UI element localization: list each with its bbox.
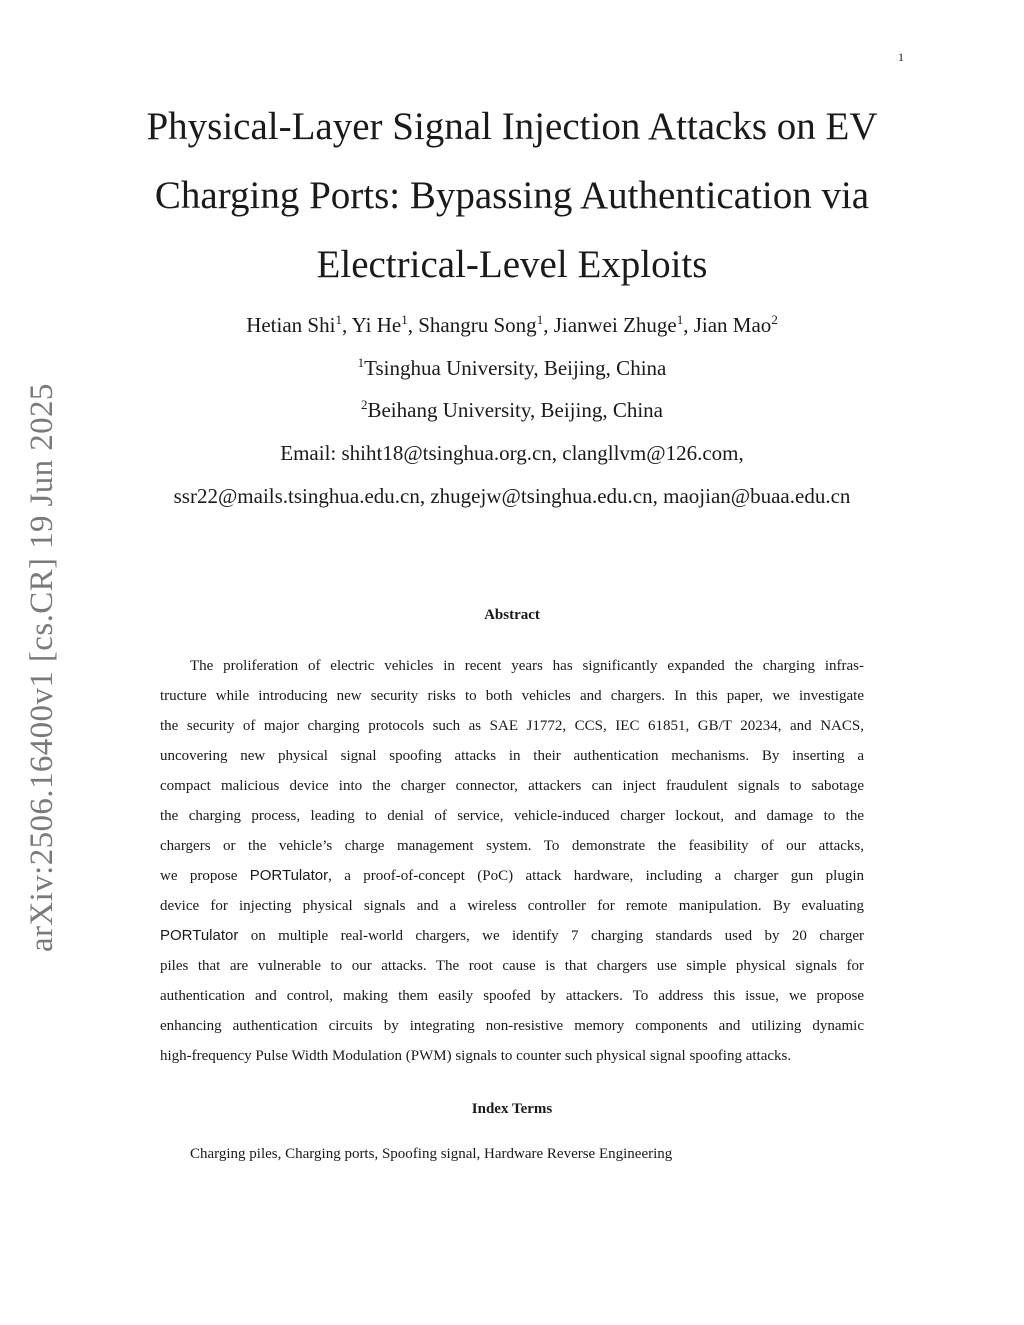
author-list [100, 312, 924, 338]
abstract-heading: Abstract [484, 607, 540, 623]
author-affiliation-mark: 1 [401, 312, 408, 327]
abstract-line: the security of major charging protocols such as SAE J1772, CCS, IEC 61851, GB/T 20234, and NACS, [160, 718, 864, 734]
abstract-line: chargers or the vehicle’s charge management system. To demonstrate the feasibility of our attacks, [160, 838, 864, 854]
arxiv-identifier: arXiv:2506.16400v1 [cs.CR] 19 Jun 2025 [24, 383, 60, 952]
email-line-2: ssr22@mails.tsinghua.edu.cn, zhugejw@tsinghua.edu.cn, maojian@buaa.edu.cn [173, 484, 851, 508]
author-affiliation-mark: 2 [771, 312, 778, 327]
author-name: Yi He [351, 313, 402, 337]
paper-title [100, 92, 924, 299]
abstract-line: device for injecting physical signals and a wireless controller for remote manipulation. By evaluating [160, 898, 864, 914]
abstract-line: The proliferation of electric vehicles in recent years has significantly expanded the charging infras- [190, 658, 864, 674]
abstract-body [160, 651, 864, 1071]
author-separator: , [341, 313, 352, 337]
author-name: Shangru Song [418, 313, 537, 337]
author-affiliation-mark: 1 [676, 312, 684, 327]
author-name: Jianwei Zhuge [553, 313, 677, 337]
author-separator: , [407, 313, 419, 337]
abstract-line: tructure while introducing new security risks to both vehicles and chargers. In this paper, we investigate [160, 688, 864, 704]
index-terms-heading: Index Terms [471, 1101, 553, 1117]
author-name: Hetian Shi [246, 313, 336, 337]
affiliation-number: 2 [360, 397, 368, 412]
affiliation-text: Tsinghua University, Beijing, China [364, 356, 667, 380]
affiliation-1 [100, 355, 924, 381]
affiliation-2 [100, 397, 924, 423]
system-name: PORTulator [249, 867, 329, 884]
abstract-line: enhancing authentication circuits by integrating non-resistive memory components and utilizing dynamic [160, 1018, 864, 1034]
author-separator: , [683, 313, 694, 337]
system-name: PORTulator [160, 927, 239, 944]
author-name: Jian Mao [693, 313, 772, 337]
abstract-line: compact malicious device into the charger connector, attackers can inject fraudulent signals to sabotage [160, 778, 864, 794]
page-number: 1 [898, 50, 904, 64]
title-line: Physical-Layer Signal Injection Attacks on EV [146, 105, 878, 148]
title-line: Charging Ports: Bypassing Authentication via [154, 174, 870, 217]
abstract-line: we propose PORTulator, a proof-of-concept (PoC) attack hardware, including a charger gun plugin [160, 867, 865, 884]
author-affiliation-mark: 1 [335, 312, 342, 327]
email-line-1: Email: shiht18@tsinghua.org.cn, clangllvm@126.com, [280, 441, 744, 465]
author-separator: , [543, 313, 554, 337]
abstract-line: PORTulator on multiple real-world chargers, we identify 7 charging standards used by 20 charger [160, 927, 864, 944]
author-affiliation-mark: 1 [536, 312, 544, 327]
affiliation-text: Beihang University, Beijing, China [367, 398, 664, 422]
abstract-line: uncovering new physical signal spoofing attacks in their authentication mechanisms. By inserting a [160, 748, 864, 764]
affiliation-number: 1 [357, 355, 365, 370]
title-line: Electrical-Level Exploits [316, 243, 708, 286]
abstract-line: high-frequency Pulse Width Modulation (PWM) signals to counter such physical signal spoofing attacks. [160, 1048, 792, 1064]
abstract-line: piles that are vulnerable to our attacks. The root cause is that chargers use simple physical signals for [160, 958, 864, 974]
abstract-line: the charging process, leading to denial of service, vehicle-induced charger lockout, and damage to the [160, 808, 864, 824]
abstract-line: authentication and control, making them easily spoofed by attackers. To address this issue, we propose [160, 988, 864, 1004]
index-terms-text: Charging piles, Charging ports, Spoofing signal, Hardware Reverse Engineering [190, 1146, 673, 1162]
